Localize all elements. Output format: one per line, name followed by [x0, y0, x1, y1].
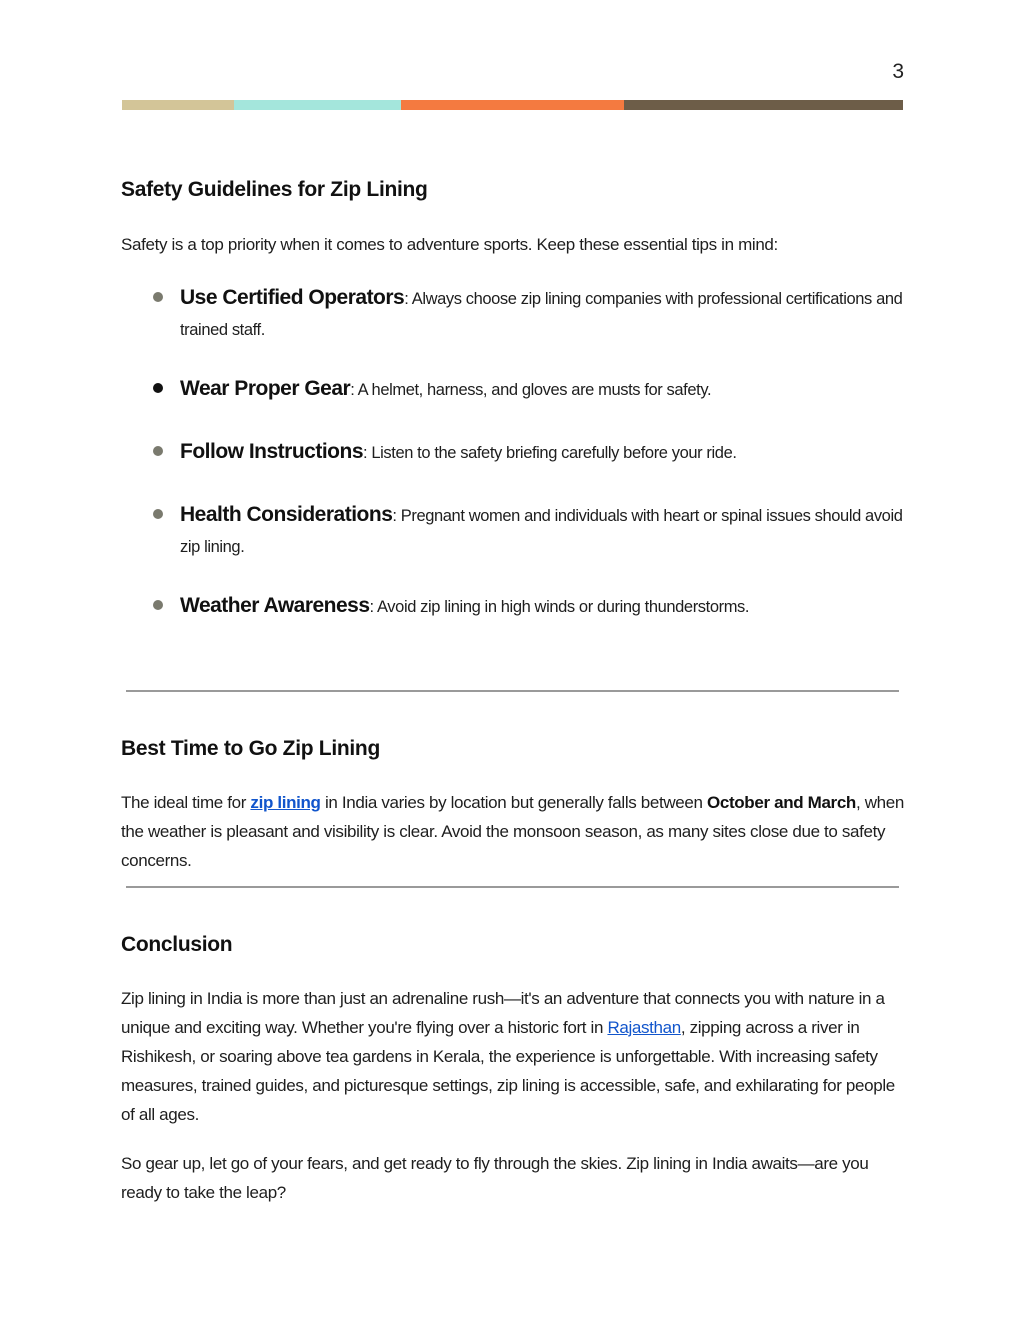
bold-text: October and March: [706, 793, 856, 812]
text-run: The ideal time for: [121, 793, 251, 812]
zip-lining-link[interactable]: zip lining: [250, 793, 321, 812]
conclusion-paragraph-1: [121, 984, 905, 1129]
rajasthan-link[interactable]: Rajasthan: [607, 1018, 681, 1037]
list-item-term: Health Considerations: [180, 503, 393, 526]
color-bar-segment-tan: [122, 100, 234, 110]
page-number: 3: [892, 60, 904, 83]
best-time-heading: Best Time to Go Zip Lining: [121, 737, 380, 760]
bullet-icon: [153, 292, 163, 302]
list-item-term: Wear Proper Gear: [180, 377, 351, 400]
list-item: [180, 436, 905, 469]
section-divider: [126, 690, 899, 692]
list-item-term: Weather Awareness: [180, 594, 370, 617]
bullet-icon: [153, 600, 163, 610]
list-item-text: : Avoid zip lining in high winds or during thunderstorms.: [369, 598, 750, 616]
color-bar-segment-aqua: [234, 100, 401, 110]
color-bar-segment-orange: [401, 100, 624, 110]
list-item: [180, 282, 905, 346]
list-item-text: : A helmet, harness, and gloves are musts for safety.: [350, 381, 712, 399]
list-item: [180, 499, 905, 563]
conclusion-paragraph-2: So gear up, let go of your fears, and get ready to fly through the skies. Zip lining in India awaits—are you ready to take the leap?: [121, 1154, 869, 1202]
list-item-term: Use Certified Operators: [180, 286, 405, 309]
color-bar-segment-brown: [624, 100, 903, 110]
text-run: , zipping across a river in Rishikesh, or soaring above tea gardens in Kerala, the experience is unforgettable. With increasing safety measures, trained guides, and picturesque settings, zip lining is accessible, safe, and exhilarating for people of all ages.: [121, 1018, 895, 1124]
conclusion-heading: Conclusion: [121, 933, 233, 956]
list-item: [180, 373, 905, 406]
list-item-term: Follow Instructions: [180, 440, 363, 463]
list-item-text: : Listen to the safety briefing carefully before your ride.: [363, 444, 737, 462]
safety-heading: Safety Guidelines for Zip Lining: [121, 178, 428, 201]
section-divider: [126, 886, 899, 888]
bullet-icon: [153, 446, 163, 456]
text-run: in India varies by location but generally falls between: [320, 793, 707, 812]
list-item: [180, 590, 905, 623]
text-run: Zip lining in India is more than just an adrenaline rush—it's an adventure that connects you with nature in a unique and exciting way. Whether you're flying over a historic fort in: [121, 989, 885, 1037]
bullet-icon: [153, 383, 163, 393]
decorative-color-bar: [122, 100, 903, 110]
list-item-text: : Always choose zip lining companies with professional certifications and trained staff.: [180, 290, 903, 339]
best-time-paragraph: [121, 788, 905, 875]
safety-intro: Safety is a top priority when it comes to adventure sports. Keep these essential tips in mind:: [121, 235, 778, 254]
text-run: , when the weather is pleasant and visibility is clear. Avoid the monsoon season, as many sites close due to safety concerns.: [121, 793, 904, 870]
bullet-icon: [153, 509, 163, 519]
list-item-text: : Pregnant women and individuals with heart or spinal issues should avoid zip lining.: [180, 507, 903, 556]
